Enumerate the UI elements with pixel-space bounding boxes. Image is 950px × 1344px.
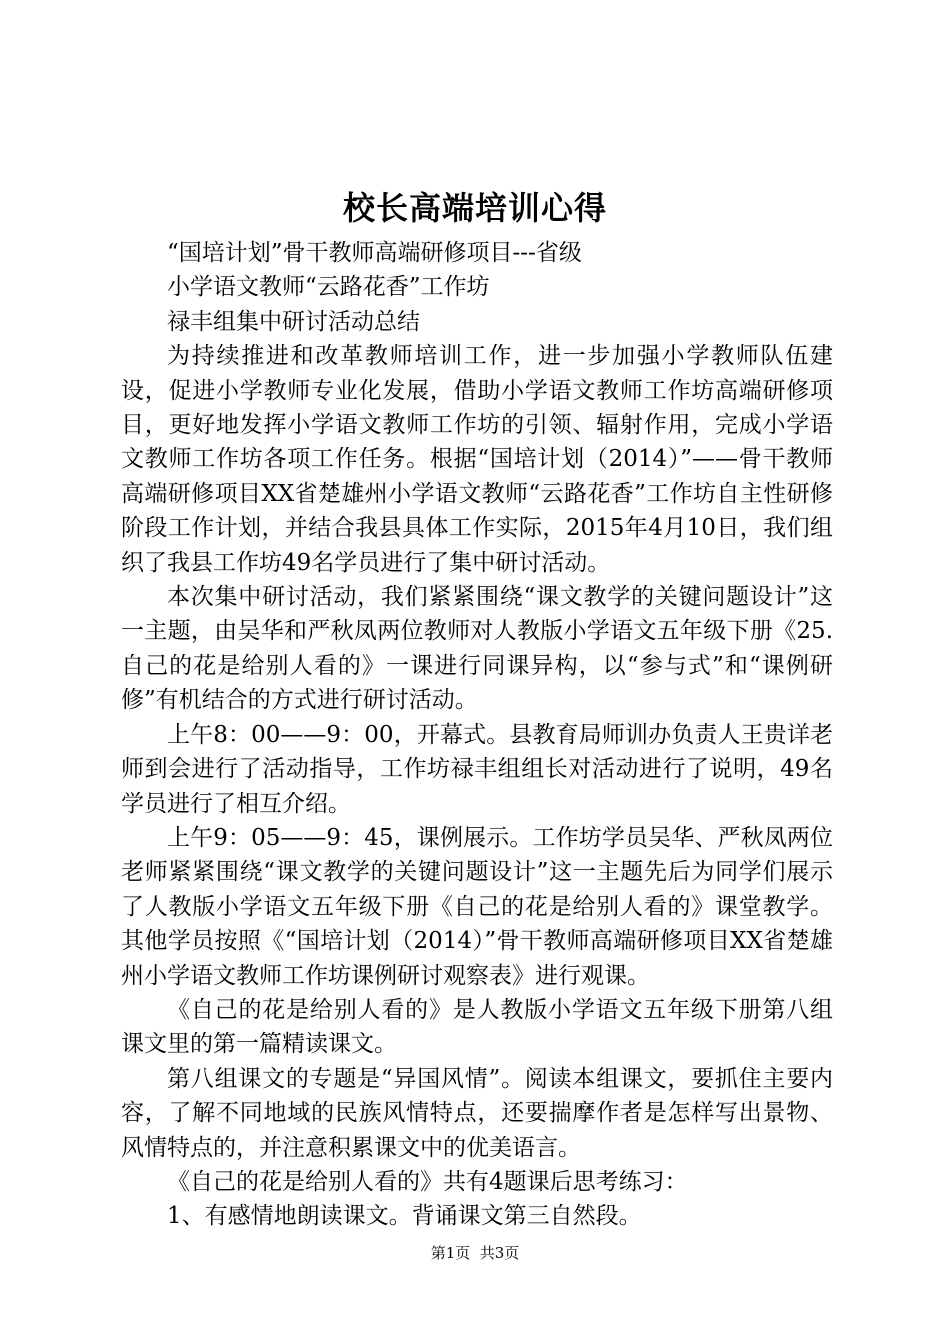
paragraph-exercise-1: 1、有感情地朗读课文。背诵课文第三自然段。 — [167, 1203, 642, 1230]
paragraph-demo: 上午9：05——9：45，课例展示。工作坊学员吴华、严秋凤两位老师紧紧围绕“课文教学的关键问题设计”这一主题先后为同学们展示了人教版小学语文五年级下册《自己的花是给别人看的》课堂教学。其他学员按照《“国培计划（2014）”骨干教师高端研修项目XX省楚雄州小学语文教师工作坊课例研讨观察表》进行观课。 — [121, 824, 833, 989]
paragraph-exercises: 《自己的花是给别人看的》共有4题课后思考练习： — [167, 1168, 688, 1195]
document-body — [121, 236, 833, 1234]
document-title: 校长高端培训心得 — [342, 189, 607, 227]
page-footer — [0, 1243, 950, 1263]
subtitle-line-1: “国培计划”骨干教师高端研修项目---省级 — [167, 240, 582, 266]
page-number-label: 第1页 共3页 — [430, 1244, 520, 1262]
paragraph-lesson: 《自己的花是给别人看的》是人教版小学语文五年级下册第八组课文里的第一篇精读课文。 — [121, 996, 833, 1058]
subtitle-line-3: 禄丰组集中研讨活动总结 — [167, 308, 420, 335]
paragraph-theme: 本次集中研讨活动，我们紧紧围绕“课文教学的关键问题设计”这一主题，由吴华和严秋凤两位教师对人教版小学语文五年级下册《25.自己的花是给别人看的》一课进行同课异构，以“参与式”和“课例研修”有机结合的方式进行研讨活动。 — [121, 584, 833, 714]
paragraph-intro: 为持续推进和改革教师培训工作，进一步加强小学教师队伍建设，促进小学教师专业化发展，借助小学语文教师工作坊高端研修项目，更好地发挥小学语文教师工作坊的引领、辐射作用，完成小学语文教师工作坊各项工作任务。根据“国培计划（2014）”——骨干教师高端研修项目XX省楚雄州小学语文教师“云路花香”工作坊自主性研修阶段工作计划，并结合我县具体工作实际，2015年4月10日，我们组织了我县工作坊49名学员进行了集中研讨活动。 — [121, 343, 833, 576]
subtitle-line-2: 小学语文教师“云路花香”工作坊 — [167, 274, 490, 301]
paragraph-opening: 上午8：00——9：00，开幕式。县教育局师训办负责人王贵详老师到会进行了活动指导，工作坊禄丰组组长对活动进行了说明，49名学员进行了相互介绍。 — [121, 721, 833, 817]
paragraph-unit-topic: 第八组课文的专题是“异国风情”。阅读本组课文，要抓住主要内容，了解不同地域的民族风情特点，还要揣摩作者是怎样写出景物、风情特点的，并注意积累课文中的优美语言。 — [121, 1065, 833, 1161]
